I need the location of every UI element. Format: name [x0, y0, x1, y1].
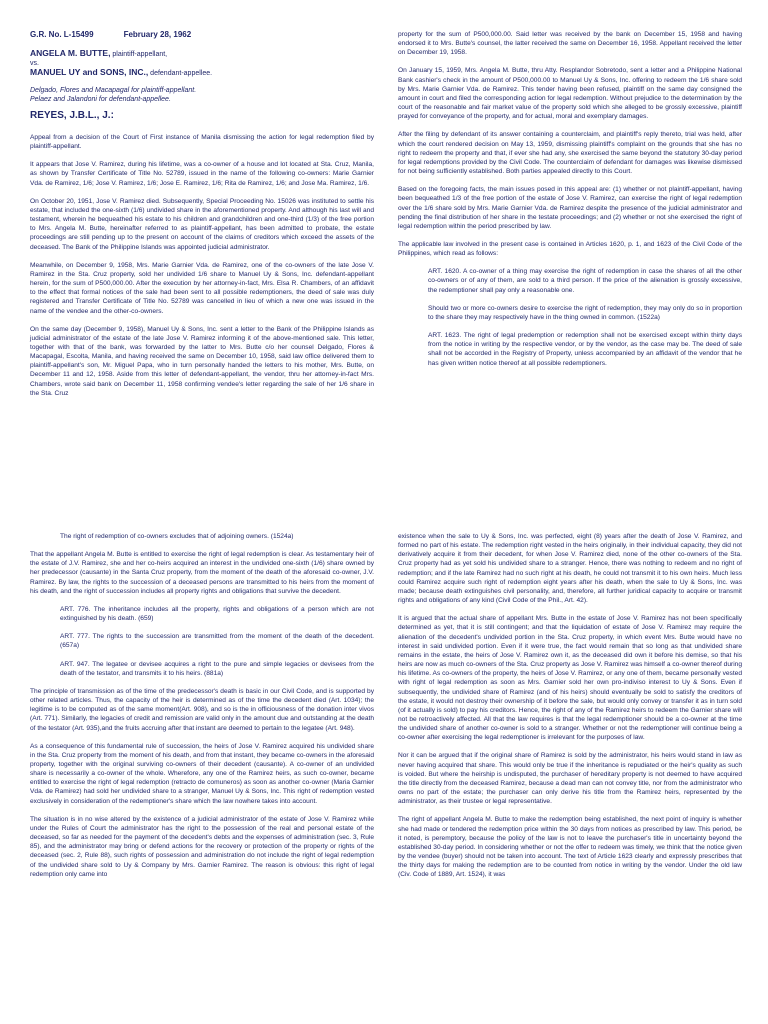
paragraph: That the appellant Angela M. Butte is entitled to exercise the right of legal redemption is clear. As testamentary heir of the estate of J.V. Ramirez, she and her co-heirs acquired an interest in the undivided one-sixth (1/6) share owned by her predecessor (causante) in the Santa Cruz property, from the moment of the death of the aforesaid co-owner, J.V. Ramirez. By law, the rights to the succession of a deceased persons are transmitted to his heirs from the moment of his death, and the right of succession includes all property rights and obligations that survive the decedent.: [30, 551, 374, 595]
paragraph: Based on the foregoing facts, the main issues posed in this appeal are: (1) whether or not plaintiff-appellant, having been bequeathed 1/3 of the free portion of the estate of Jose V. Ramirez, can exercise the right of legal redemption over the 1/6 share sold by Mrs. Marie Garnier Vda. de Ramirez despite the presence of the judicial administrator and pending the final distribution of her share in the testate proceedings; and (2) whether or not she exercised the right of legal redemption within the period prescribed by law.: [398, 186, 742, 230]
paragraph: On the same day (December 9, 1958), Manuel Uy & Sons, Inc. sent a letter to the Bank of the Philippine Islands as judicial administrator of the estate of the late Jose V. Ramirez informing it of the above-mentioned sale. This letter, together with that of the bank, was forwarded by the latter to Mrs. Butte c/o her counsel Delgado, Flores & Macapagal, Escolta, Manila, and having received the same on December 10, 1958, said law office delivered them to plaintiff-appellant's son, Mr. Miguel Papa, who in turn personally handed the letters to his mother, Mrs. Butte, on December 11 and 12, 1958. Aside from this letter of defendant-appellant, the vendor, thru her attorney-in-fact Mrs. Chambers, wrote said bank on December 11, 1958 confirming vendee's letter regarding the sale of her 1/6 share in the Sta. Cruz: [30, 325, 374, 397]
paragraph: After the filing by defendant of its answer containing a counterclaim, and plaintiff's reply thereto, trial was held, after which the court rendered decision on May 13, 1959, dismissing plaintiff's complaint on the grounds that she has no right to redeem the property and that, if ever she had any, she exercised the same beyond the statutory 30-day period for legal redemptions provided by the Civil Code. The counterclaim of defendant for damages was likewise dismissed for not being sufficiently established. Both parties appealed directly to this Court.: [398, 131, 742, 176]
case-number: G.R. No. L-15499: [30, 30, 94, 39]
paragraph: On January 15, 1959, Mrs. Angela M. Butte, thru Atty. Resplandor Sobretodo, sent a letter and a Philippine National Bank cashier's check in the amount of P500,000.00 to Manuel Uy & Sons, Inc. offering to redeem the 1/6 share sold by Mrs. Marie Garnier Vda. de Ramirez. This tender having been refused, plaintiff on the same day consigned the amount in court and filed the corresponding action for legal redemption. Without prejudice to the determination by the court of the reasonable and fair market value of the property sold which she alleged to be grossly excessive, plaintiff prayed for conveyance of the property, and for actual, moral and exemplary damages.: [398, 67, 742, 121]
paragraph: It appears that Jose V. Ramirez, during his lifetime, was a co-owner of a house and lot located at Sta. Cruz, Manila, as shown by Transfer Certificate of Title No. 52789, issued in the name of the following co-owners: Marie Garnier Vda. de Ramirez, 1/6; Jose V. Ramirez, 1/6; Jose E. Ramirez, 1/6; Rita de Ramirez, 1/6; and Jose Ma. Ramirez, 1/6.: [30, 161, 374, 187]
paragraph: The right of appellant Angela M. Butte to make the redemption being established, the next point of inquiry is whether she had made or tendered the redemption price within the 30 days from notices as prescribed by law. This period, be it noted, is peremptory, because the policy of the law is not to leave the purchaser's title in uncertainty beyond the established 30-day period. In considering whether or not the offer to redeem was timely, we think that the notice given by the vendee (buyer) should not be taken into account. The text of Article 1623 clearly and expressly prescribes that the thirty days for making the redemption are to be counted from notice in writing by the vendor. Under the old law (Civ. Code of 1889, Art. 1524), it was: [398, 816, 742, 879]
paragraph: Appeal from a decision of the Court of First instance of Manila dismissing the action for legal redemption filed by plaintiff-appellant.: [30, 134, 374, 151]
paragraph: The situation is in no wise altered by the existence of a judicial administrator of the estate of Jose V. Ramirez while under the Rules of Court the administrator has the right to the possession of the real and personal estate of the deceased, so far as needed for the payment of the decedent's debts and the expenses of administration (sec. 3, Rule 85), and the administrator may bring or defend actions for the recovery or protection of the property or rights of the deceased (sec. 2, Rule 88), such rights of possession and administration do not include the right of legal redemption of the undivided share sold to Uy & Company by Mrs. Garnier Ramirez. The reason is obvious: this right of legal redemption only came into: [30, 815, 374, 878]
case-header: [30, 30, 374, 40]
appellee-name: MANUEL UY and SONS, INC.,: [30, 67, 149, 77]
paragraph: It is argued that the actual share of appellant Mrs. Butte in the estate of Jose V. Ramirez has not been specifically determined as yet, that it is still contingent; and that the liquidation of estate of Jose V. Ramirez may require the alienation of the decedent's undivided portion in the Sta. Cruz property, in which event Mrs. Butte would have no interest in said undivided portion. Even if it were true, the fact would remain that so long as that undivided share remains in the estate, the heirs of Jose V. Ramirez own it, as the deceased did own it before his demise, so that his heirs are now as much co-owners of the Sta. Cruz property as Jose V. Ramirez was himself a co-owner thereof during his lifetime. As co-owners of the property, the heirs of Jose V. Ramirez, or any one of them, became personally vested with right of legal redemption as soon as Mrs. Garnier sold her own pro-indiviso interest to Uy & Sons. Even if subsequently, the undivided share of Ramirez (and of his heirs) should eventually be sold to satisfy the creditors of the estate, it would not destroy their ownership of it before the sale, but would only convey or transfer it as in turn sold (of it actually is sold) to pay his creditors. Hence, the right of any of the Ramirez heirs to redeem the Garnier share will not be retroactively affected. All that the law requires is that the legal redemptioner should be a co-owner at the time the undivided share of another co-owner is sold to a stranger. Whether or not the redemptioner will continue being a co-owner after exercising the legal redemptioner is irrelevant for the purposes of law.: [398, 615, 742, 742]
quoted-article: ART. 947. The legatee or devisee acquires a right to the pure and simple legacies or devisees from the death of the testator, and transmits it to his heirs. (881a): [60, 660, 374, 677]
paragraph: property for the sum of P500,000.00. Said letter was received by the bank on December 15, 1958 and having endorsed it to Mrs. Butte's counsel, the latter received the same on December 16, 1958. Appellant received the letter on December 19, 1958.: [398, 31, 742, 57]
paragraph: The applicable law involved in the present case is contained in Articles 1620, p. 1, and 1623 of the Civil Code of the Philippines, which read as follows:: [398, 240, 742, 258]
appellant-name: ANGELA M. BUTTE,: [30, 48, 111, 58]
paragraph: existence when the sale to Uy & Sons, Inc. was perfected, eight (8) years after the death of Jose V. Ramirez, and formed no part of his estate. The redemption right vested in the heirs originally, in their individual capacity, they did not derivatively acquire it from their decedent, for when Jose V. Ramirez died, none of the other co-owners of the Sta. Cruz property had as yet sold his undivided share to a stranger. Hence, there was nothing to redeem and no right of redemption; and if the late Ramirez had no such right at his death, he could not transmit it to his own heirs. Much less could Ramirez acquire such right of redemption eight years after his death, when the sale to Uy & Sons, Inc. was made; because death extinguishes civil personality, and, therefore, all further juridical capacity to acquire or transmit rights and obligations of any kind (Civil Code of the Phil., Art. 42).: [398, 533, 742, 605]
paragraph: On October 20, 1951, Jose V. Ramirez died. Subsequently, Special Proceeding No. 15026 was instituted to settle his estate, that included the one-sixth (1/6) undivided share in the aforementioned property. And although his last will and testament, wherein he bequeathed his estate to his children and grandchildren and one-third (1/3) of the free portion to Mrs. Angela M. Butte, hereinafter referred to as plaintiff-appellant, has been admitted to probate, the estate proceedings are still pending up to the present on account of the claims of creditors which exceed the assets of the deceased. The Bank of the Philippine Islands was appointed judicial administrator.: [30, 197, 374, 251]
paragraph: As a consequence of this fundamental rule of succession, the heirs of Jose V. Ramirez acquired his undivided share in the Sta. Cruz property from the moment of his death, and from that instant, they became co-owners in the aforesaid property, together with the original surviving co-owners of their decedent (causante). A co-owner of an undivided share is necessarily a co-owner of the whole. Wherefore, any one of the Ramirez heirs, as such co-owner, became entitled to exercise the right of legal redemption (retracto de comuneros) as soon as another co-owner (Maria Garnier Vda. de Ramirez) had sold her undivided share to a stranger, Manuel Uy & Sons, Inc. This right of redemption vested exclusively in consideration of the redemptioner's share which the law nowhere takes into account.: [30, 742, 374, 805]
quoted-article: ART. 776. The inheritance includes all the property, rights and obligations of a person which are not extinguished by his death. (659): [60, 605, 374, 623]
quoted-article: ART. 1620. A co-owner of a thing may exercise the right of redemption in case the shares of all the other co-owners or of any of them, are sold to a third person. If the price of the alienation is grossly excessive, the redemptioner shall pay only a reasonable one.: [428, 268, 742, 294]
quoted-article: ART. 1623. The right of legal predemption or redemption shall not be exercised except within thirty days from the notice in writing by the respective vendor, or by the vendor, as the case may be. The deed of sale shall not be accorded in the Registry of Property, unless accompanied by an affidavit of the vendor that he has given written notice thereof at all possible redemptioners.: [428, 332, 742, 367]
paragraph: Nor it can be argued that if the original share of Ramirez is sold by the administrator, his heirs would stand in law as never having acquired that share. This would only be true if the inheritance is repudiated or the heir's quality as such is voided. But where the heirship is undisputed, the purchaser of hereditary property is not deemed to have acquired the title directly from the deceased Ramirez, because a dead man can not convey title, nor from the administrator who owns no part of the estate; the purchaser can only derive his title from the Ramirez heirs, represented by the administrator, as their trustee or legal representative.: [398, 752, 742, 806]
quoted-article: Should two or more co-owners desire to exercise the right of redemption, they may only do so in proportion to the share they may respectively have in the thing owned in common. (1522a): [428, 304, 742, 321]
quoted-article: The right of redemption of co-owners excludes that of adjoining owners. (1524a): [60, 533, 294, 540]
page-2: [0, 512, 768, 1024]
page-2-right-column: [398, 532, 742, 888]
page-1-right-column: [398, 30, 742, 377]
page-1-left-column: [30, 30, 374, 407]
appellee-role: defendant-appellee.: [148, 70, 213, 77]
page-2-left-column: [30, 532, 374, 888]
appellant-role: plaintiff-appellant,: [110, 51, 168, 58]
appellant-line: [30, 49, 374, 59]
case-date: February 28, 1962: [123, 30, 192, 39]
paragraph: Meanwhile, on December 9, 1958, Mrs. Marie Garnier Vda. de Ramirez, one of the co-owners of the late Jose V. Ramirez in the Sta. Cruz property, sold her undivided 1/6 share to Manuel Uy & Sons, Inc. defendant-appellant herein, for the sum of P500,000.00. After the execution by her attorney-in-fact, Mrs. Elsa R. Chambers, of an affidavit to the effect that formal notices of the sale had been sent to all possible redemptioners, the deed of sale was duly registered and Transfer Certificate of Title No. 52789 was cancelled in lieu of which a new one was issued in the name of the vendee and the other-co-owners.: [30, 261, 374, 315]
paragraph: The principle of transmission as of the time of the predecessor's death is basic in our Civil Code, and is supported by other related articles. Thus, the capacity of the heir is determined as of the time the decedent died (Art. 1034); the legitime is to be computed as of the same moment(Art. 908), and so is the in officiousness of the donation inter vivos (Art. 771). Similarly, the legacies of credit and remission are valid only in the amount due and outstanding at the death of the testator (Art. 935),and the fruits accruing after that instant are deemed to pertain to the legatee (Art. 948).: [30, 687, 374, 732]
ponente: REYES, J.B.L., J.:: [30, 110, 114, 121]
quoted-article: ART. 777. The rights to the succession are transmitted from the moment of the death of the decedent. (657a): [60, 633, 374, 650]
versus: vs.: [30, 60, 39, 67]
counsel-appellee: Pelaez and Jalandoni for defendant-appellee.: [30, 96, 171, 103]
counsel-appellant: Delgado, Flores and Macapagal for plaintiff-appellant.: [30, 87, 197, 94]
appellee-line: [30, 68, 374, 78]
